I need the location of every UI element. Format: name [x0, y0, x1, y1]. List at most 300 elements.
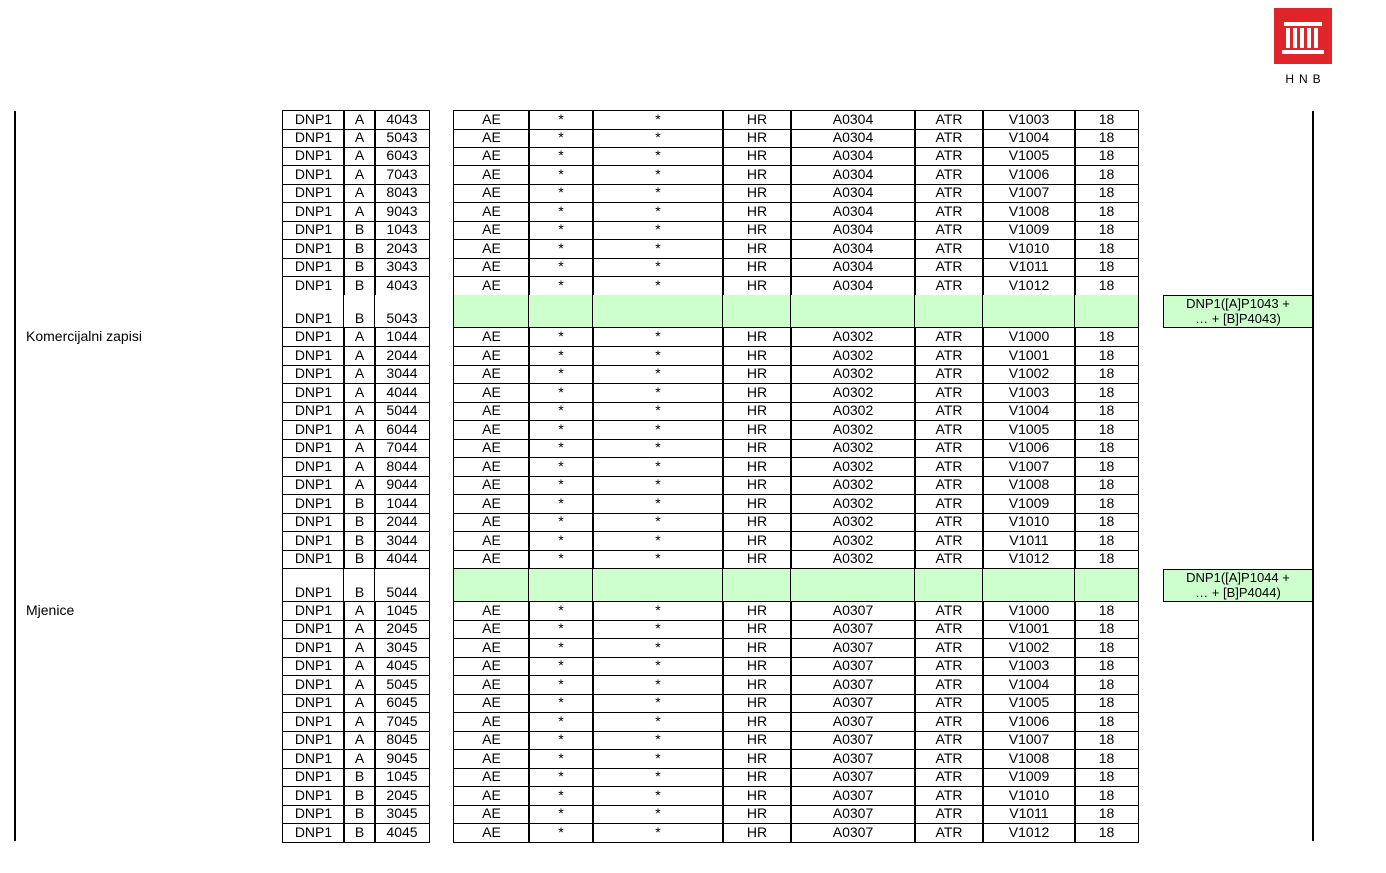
cell-account: A0304 [790, 184, 916, 203]
cell-v-code: V1008 [982, 476, 1076, 495]
table-row [0, 365, 1386, 384]
cell-star2: * [592, 532, 724, 551]
cell-group: A [343, 750, 376, 769]
cell-v-code: V1004 [982, 402, 1076, 421]
cell-country: HR [722, 347, 792, 366]
cell-code: DNP1 [282, 495, 345, 514]
cell-value: 18 [1074, 532, 1139, 551]
cell-account-total [790, 295, 916, 328]
cell-position: 9044 [374, 476, 430, 495]
cell-star1: * [528, 184, 594, 203]
cell-value: 18 [1074, 439, 1139, 458]
cell-star2: * [592, 277, 724, 296]
cell-star2: * [592, 824, 724, 843]
cell-star1-total [528, 295, 594, 328]
cell-code: DNP1 [282, 365, 345, 384]
cell-position: 5043 [374, 129, 430, 148]
cell-group: B [343, 532, 376, 551]
table-row [0, 805, 1386, 824]
table-row [0, 550, 1386, 569]
cell-atr: ATR [914, 676, 984, 695]
cell-code: DNP1 [282, 328, 345, 347]
cell-position: 4045 [374, 824, 430, 843]
cell-atr: ATR [914, 347, 984, 366]
cell-value: 18 [1074, 258, 1139, 277]
cell-group: B [343, 787, 376, 806]
table-row [0, 384, 1386, 403]
cell-v-code: V1006 [982, 439, 1076, 458]
cell-value: 18 [1074, 240, 1139, 259]
cell-country: HR [722, 824, 792, 843]
cell-star1: * [528, 676, 594, 695]
cell-country: HR [722, 203, 792, 222]
cell-country: HR [722, 277, 792, 296]
cell-account: A0304 [790, 221, 916, 240]
cell-value: 18 [1074, 110, 1139, 130]
cell-code: DNP1 [282, 421, 345, 440]
cell-v-code: V1002 [982, 365, 1076, 384]
cell-position: 7043 [374, 166, 430, 185]
cell-star1: * [528, 694, 594, 713]
cell-star2: * [592, 258, 724, 277]
cell-ae: AE [453, 458, 530, 477]
cell-v-code: V1005 [982, 694, 1076, 713]
cell-value-total [1074, 295, 1139, 328]
cell-atr: ATR [914, 602, 984, 621]
cell-atr: ATR [914, 694, 984, 713]
cell-value: 18 [1074, 129, 1139, 148]
cell-v-code: V1011 [982, 258, 1076, 277]
cell-star1: * [528, 347, 594, 366]
cell-account: A0304 [790, 258, 916, 277]
cell-country: HR [722, 166, 792, 185]
cell-position: 8044 [374, 458, 430, 477]
cell-group: A [343, 676, 376, 695]
cell-atr: ATR [914, 476, 984, 495]
cell-code: DNP1 [282, 787, 345, 806]
cell-value: 18 [1074, 277, 1139, 296]
cell-code: DNP1 [282, 676, 345, 695]
cell-value: 18 [1074, 365, 1139, 384]
cell-group: B [343, 277, 376, 296]
cell-account: A0302 [790, 328, 916, 347]
cell-value: 18 [1074, 495, 1139, 514]
cell-group: B [343, 768, 376, 787]
table-row [0, 277, 1386, 296]
cell-position: 5044 [374, 569, 430, 602]
cell-code: DNP1 [282, 569, 345, 602]
cell-group: A [343, 602, 376, 621]
cell-country: HR [722, 458, 792, 477]
cell-atr: ATR [914, 458, 984, 477]
cell-v-code: V1003 [982, 110, 1076, 130]
cell-star1: * [528, 221, 594, 240]
cell-star1: * [528, 513, 594, 532]
cell-code: DNP1 [282, 768, 345, 787]
cell-star2: * [592, 550, 724, 569]
cell-account: A0304 [790, 129, 916, 148]
table-row [0, 402, 1386, 421]
cell-v-code: V1011 [982, 805, 1076, 824]
cell-v-code: V1008 [982, 203, 1076, 222]
cell-position: 1044 [374, 495, 430, 514]
table-row [0, 639, 1386, 658]
cell-v-code: V1010 [982, 513, 1076, 532]
cell-star1: * [528, 147, 594, 166]
cell-value: 18 [1074, 347, 1139, 366]
cell-account: A0304 [790, 147, 916, 166]
cell-v-code: V1011 [982, 532, 1076, 551]
cell-position: 1043 [374, 221, 430, 240]
cell-star2: * [592, 676, 724, 695]
cell-star1: * [528, 203, 594, 222]
cell-star1: * [528, 476, 594, 495]
cell-star1: * [528, 110, 594, 130]
cell-code: DNP1 [282, 602, 345, 621]
cell-country: HR [722, 513, 792, 532]
cell-group: A [343, 731, 376, 750]
cell-v-code: V1004 [982, 676, 1076, 695]
cell-code: DNP1 [282, 129, 345, 148]
cell-position: 4043 [374, 277, 430, 296]
cell-star1: * [528, 384, 594, 403]
cell-atr: ATR [914, 495, 984, 514]
cell-position: 2044 [374, 513, 430, 532]
table-row [0, 694, 1386, 713]
cell-position: 9043 [374, 203, 430, 222]
cell-account: A0304 [790, 240, 916, 259]
cell-ae: AE [453, 147, 530, 166]
cell-star1: * [528, 713, 594, 732]
cell-ae: AE [453, 365, 530, 384]
table-row [0, 347, 1386, 366]
cell-code: DNP1 [282, 513, 345, 532]
cell-account: A0302 [790, 421, 916, 440]
cell-star1-total [528, 569, 594, 602]
cell-country: HR [722, 805, 792, 824]
cell-atr: ATR [914, 328, 984, 347]
cell-ae: AE [453, 184, 530, 203]
cell-account: A0302 [790, 550, 916, 569]
cell-position: 1044 [374, 328, 430, 347]
cell-code: DNP1 [282, 657, 345, 676]
cell-code: DNP1 [282, 550, 345, 569]
cell-star1: * [528, 365, 594, 384]
cell-group: A [343, 402, 376, 421]
cell-ae: AE [453, 495, 530, 514]
cell-value: 18 [1074, 402, 1139, 421]
table-row [0, 439, 1386, 458]
cell-account: A0307 [790, 639, 916, 658]
cell-code: DNP1 [282, 110, 345, 130]
cell-account: A0304 [790, 166, 916, 185]
cell-group: A [343, 203, 376, 222]
cell-country: HR [722, 495, 792, 514]
cell-account: A0302 [790, 476, 916, 495]
cell-atr: ATR [914, 713, 984, 732]
cell-atr: ATR [914, 221, 984, 240]
cell-country: HR [722, 639, 792, 658]
cell-v-code: V1005 [982, 421, 1076, 440]
cell-v-code: V1012 [982, 277, 1076, 296]
cell-ae: AE [453, 532, 530, 551]
cell-value: 18 [1074, 384, 1139, 403]
cell-code: DNP1 [282, 147, 345, 166]
cell-position: 4045 [374, 657, 430, 676]
cell-position: 8043 [374, 184, 430, 203]
cell-v-code: V1010 [982, 240, 1076, 259]
cell-v-code: V1002 [982, 639, 1076, 658]
cell-account: A0307 [790, 805, 916, 824]
cell-country: HR [722, 221, 792, 240]
table-row [0, 258, 1386, 277]
table-row [0, 221, 1386, 240]
cell-account: A0307 [790, 824, 916, 843]
cell-account: A0302 [790, 495, 916, 514]
cell-star1: * [528, 824, 594, 843]
cell-ae: AE [453, 657, 530, 676]
cell-value: 18 [1074, 184, 1139, 203]
cell-star2: * [592, 602, 724, 621]
cell-account: A0304 [790, 203, 916, 222]
cell-group: A [343, 620, 376, 639]
cell-v-code: V1009 [982, 221, 1076, 240]
cell-value: 18 [1074, 328, 1139, 347]
formula-cell [1163, 569, 1313, 602]
cell-group: A [343, 458, 376, 477]
cell-star1: * [528, 787, 594, 806]
cell-star1: * [528, 129, 594, 148]
cell-country: HR [722, 713, 792, 732]
cell-group: A [343, 694, 376, 713]
cell-star2: * [592, 787, 724, 806]
total-row [0, 295, 1386, 328]
cell-country: HR [722, 439, 792, 458]
cell-v-code: V1005 [982, 147, 1076, 166]
cell-atr: ATR [914, 129, 984, 148]
cell-atr: ATR [914, 768, 984, 787]
table-row [0, 620, 1386, 639]
cell-ae: AE [453, 402, 530, 421]
cell-star2: * [592, 166, 724, 185]
cell-code: DNP1 [282, 458, 345, 477]
cell-atr: ATR [914, 110, 984, 130]
cell-v-code-total [982, 295, 1076, 328]
cell-ae: AE [453, 513, 530, 532]
cell-v-code: V1009 [982, 495, 1076, 514]
cell-group: B [343, 805, 376, 824]
table-row [0, 495, 1386, 514]
cell-v-code: V1006 [982, 166, 1076, 185]
cell-group: A [343, 147, 376, 166]
cell-atr: ATR [914, 639, 984, 658]
cell-star1: * [528, 620, 594, 639]
cell-position: 3045 [374, 805, 430, 824]
cell-star2: * [592, 184, 724, 203]
table-row [0, 787, 1386, 806]
cell-atr: ATR [914, 550, 984, 569]
cell-star2: * [592, 129, 724, 148]
cell-position: 5045 [374, 676, 430, 695]
cell-group: A [343, 347, 376, 366]
cell-atr-total [914, 569, 984, 602]
cell-position: 5044 [374, 402, 430, 421]
cell-account: A0307 [790, 657, 916, 676]
table-row [0, 166, 1386, 185]
table-row [0, 147, 1386, 166]
formula-line: DNP1([A]P1043 + [1186, 296, 1290, 311]
cell-position: 7044 [374, 439, 430, 458]
cell-star2: * [592, 620, 724, 639]
cell-group: A [343, 639, 376, 658]
cell-star1: * [528, 602, 594, 621]
cell-country: HR [722, 768, 792, 787]
cell-atr: ATR [914, 277, 984, 296]
cell-country: HR [722, 328, 792, 347]
cell-ae: AE [453, 347, 530, 366]
cell-ae: AE [453, 676, 530, 695]
cell-position: 2043 [374, 240, 430, 259]
cell-code: DNP1 [282, 532, 345, 551]
cell-account: A0307 [790, 676, 916, 695]
cell-group: B [343, 495, 376, 514]
hnb-logo-text: HNB [1285, 72, 1326, 86]
cell-group: B [343, 258, 376, 277]
cell-position: 3044 [374, 365, 430, 384]
cell-star2: * [592, 639, 724, 658]
table-row [0, 532, 1386, 551]
table-row [0, 110, 1386, 129]
cell-code: DNP1 [282, 384, 345, 403]
cell-account: A0302 [790, 365, 916, 384]
cell-ae: AE [453, 166, 530, 185]
cell-account: A0302 [790, 402, 916, 421]
cell-ae: AE [453, 768, 530, 787]
cell-star2: * [592, 476, 724, 495]
cell-value: 18 [1074, 602, 1139, 621]
cell-country: HR [722, 731, 792, 750]
cell-country: HR [722, 402, 792, 421]
cell-account: A0307 [790, 750, 916, 769]
cell-group: A [343, 476, 376, 495]
table-row [0, 768, 1386, 787]
table-row [0, 240, 1386, 259]
cell-ae: AE [453, 620, 530, 639]
total-row [0, 569, 1386, 602]
cell-atr: ATR [914, 384, 984, 403]
cell-position: 3044 [374, 532, 430, 551]
table-row [0, 476, 1386, 495]
cell-ae: AE [453, 824, 530, 843]
cell-star2: * [592, 347, 724, 366]
cell-star1: * [528, 639, 594, 658]
cell-country: HR [722, 787, 792, 806]
cell-code: DNP1 [282, 824, 345, 843]
cell-star1: * [528, 328, 594, 347]
cell-group: B [343, 513, 376, 532]
cell-atr: ATR [914, 147, 984, 166]
cell-value: 18 [1074, 768, 1139, 787]
cell-star2: * [592, 384, 724, 403]
cell-atr: ATR [914, 532, 984, 551]
cell-v-code: V1003 [982, 657, 1076, 676]
cell-atr: ATR [914, 439, 984, 458]
cell-account: A0302 [790, 439, 916, 458]
cell-atr: ATR [914, 421, 984, 440]
cell-star2: * [592, 328, 724, 347]
table-row [0, 602, 1386, 621]
cell-atr: ATR [914, 240, 984, 259]
cell-country: HR [722, 602, 792, 621]
cell-position: 2045 [374, 620, 430, 639]
cell-country: HR [722, 676, 792, 695]
cell-account: A0302 [790, 347, 916, 366]
cell-v-code: V1006 [982, 713, 1076, 732]
section-label: Mjenice [26, 601, 75, 618]
cell-atr: ATR [914, 731, 984, 750]
cell-country: HR [722, 129, 792, 148]
cell-country: HR [722, 365, 792, 384]
cell-star1: * [528, 750, 594, 769]
cell-account: A0307 [790, 713, 916, 732]
cell-star2: * [592, 768, 724, 787]
cell-group: A [343, 184, 376, 203]
cell-group: A [343, 384, 376, 403]
table-row [0, 731, 1386, 750]
cell-ae: AE [453, 203, 530, 222]
cell-ae: AE [453, 750, 530, 769]
cell-country: HR [722, 184, 792, 203]
cell-star1: * [528, 166, 594, 185]
cell-position: 2044 [374, 347, 430, 366]
cell-ae: AE [453, 240, 530, 259]
cell-code: DNP1 [282, 402, 345, 421]
cell-v-code: V1000 [982, 328, 1076, 347]
table-row [0, 421, 1386, 440]
cell-code: DNP1 [282, 166, 345, 185]
cell-country: HR [722, 694, 792, 713]
cell-value: 18 [1074, 805, 1139, 824]
cell-atr: ATR [914, 184, 984, 203]
cell-v-code: V1012 [982, 824, 1076, 843]
cell-position: 4044 [374, 384, 430, 403]
cell-v-code: V1001 [982, 620, 1076, 639]
cell-atr-total [914, 295, 984, 328]
cell-code: DNP1 [282, 620, 345, 639]
cell-value: 18 [1074, 203, 1139, 222]
cell-ae-total [453, 569, 530, 602]
cell-position: 6045 [374, 694, 430, 713]
cell-star2: * [592, 657, 724, 676]
cell-code: DNP1 [282, 240, 345, 259]
cell-value: 18 [1074, 824, 1139, 843]
cell-ae: AE [453, 439, 530, 458]
cell-code: DNP1 [282, 476, 345, 495]
cell-ae: AE [453, 639, 530, 658]
cell-position: 6044 [374, 421, 430, 440]
cell-position: 6043 [374, 147, 430, 166]
cell-v-code: V1008 [982, 750, 1076, 769]
cell-star2: * [592, 240, 724, 259]
cell-account: A0304 [790, 110, 916, 130]
cell-v-code: V1010 [982, 787, 1076, 806]
cell-atr: ATR [914, 166, 984, 185]
cell-ae: AE [453, 731, 530, 750]
section-label: Komercijalni zapisi [26, 328, 142, 344]
cell-star2: * [592, 458, 724, 477]
cell-code: DNP1 [282, 439, 345, 458]
cell-group: A [343, 439, 376, 458]
